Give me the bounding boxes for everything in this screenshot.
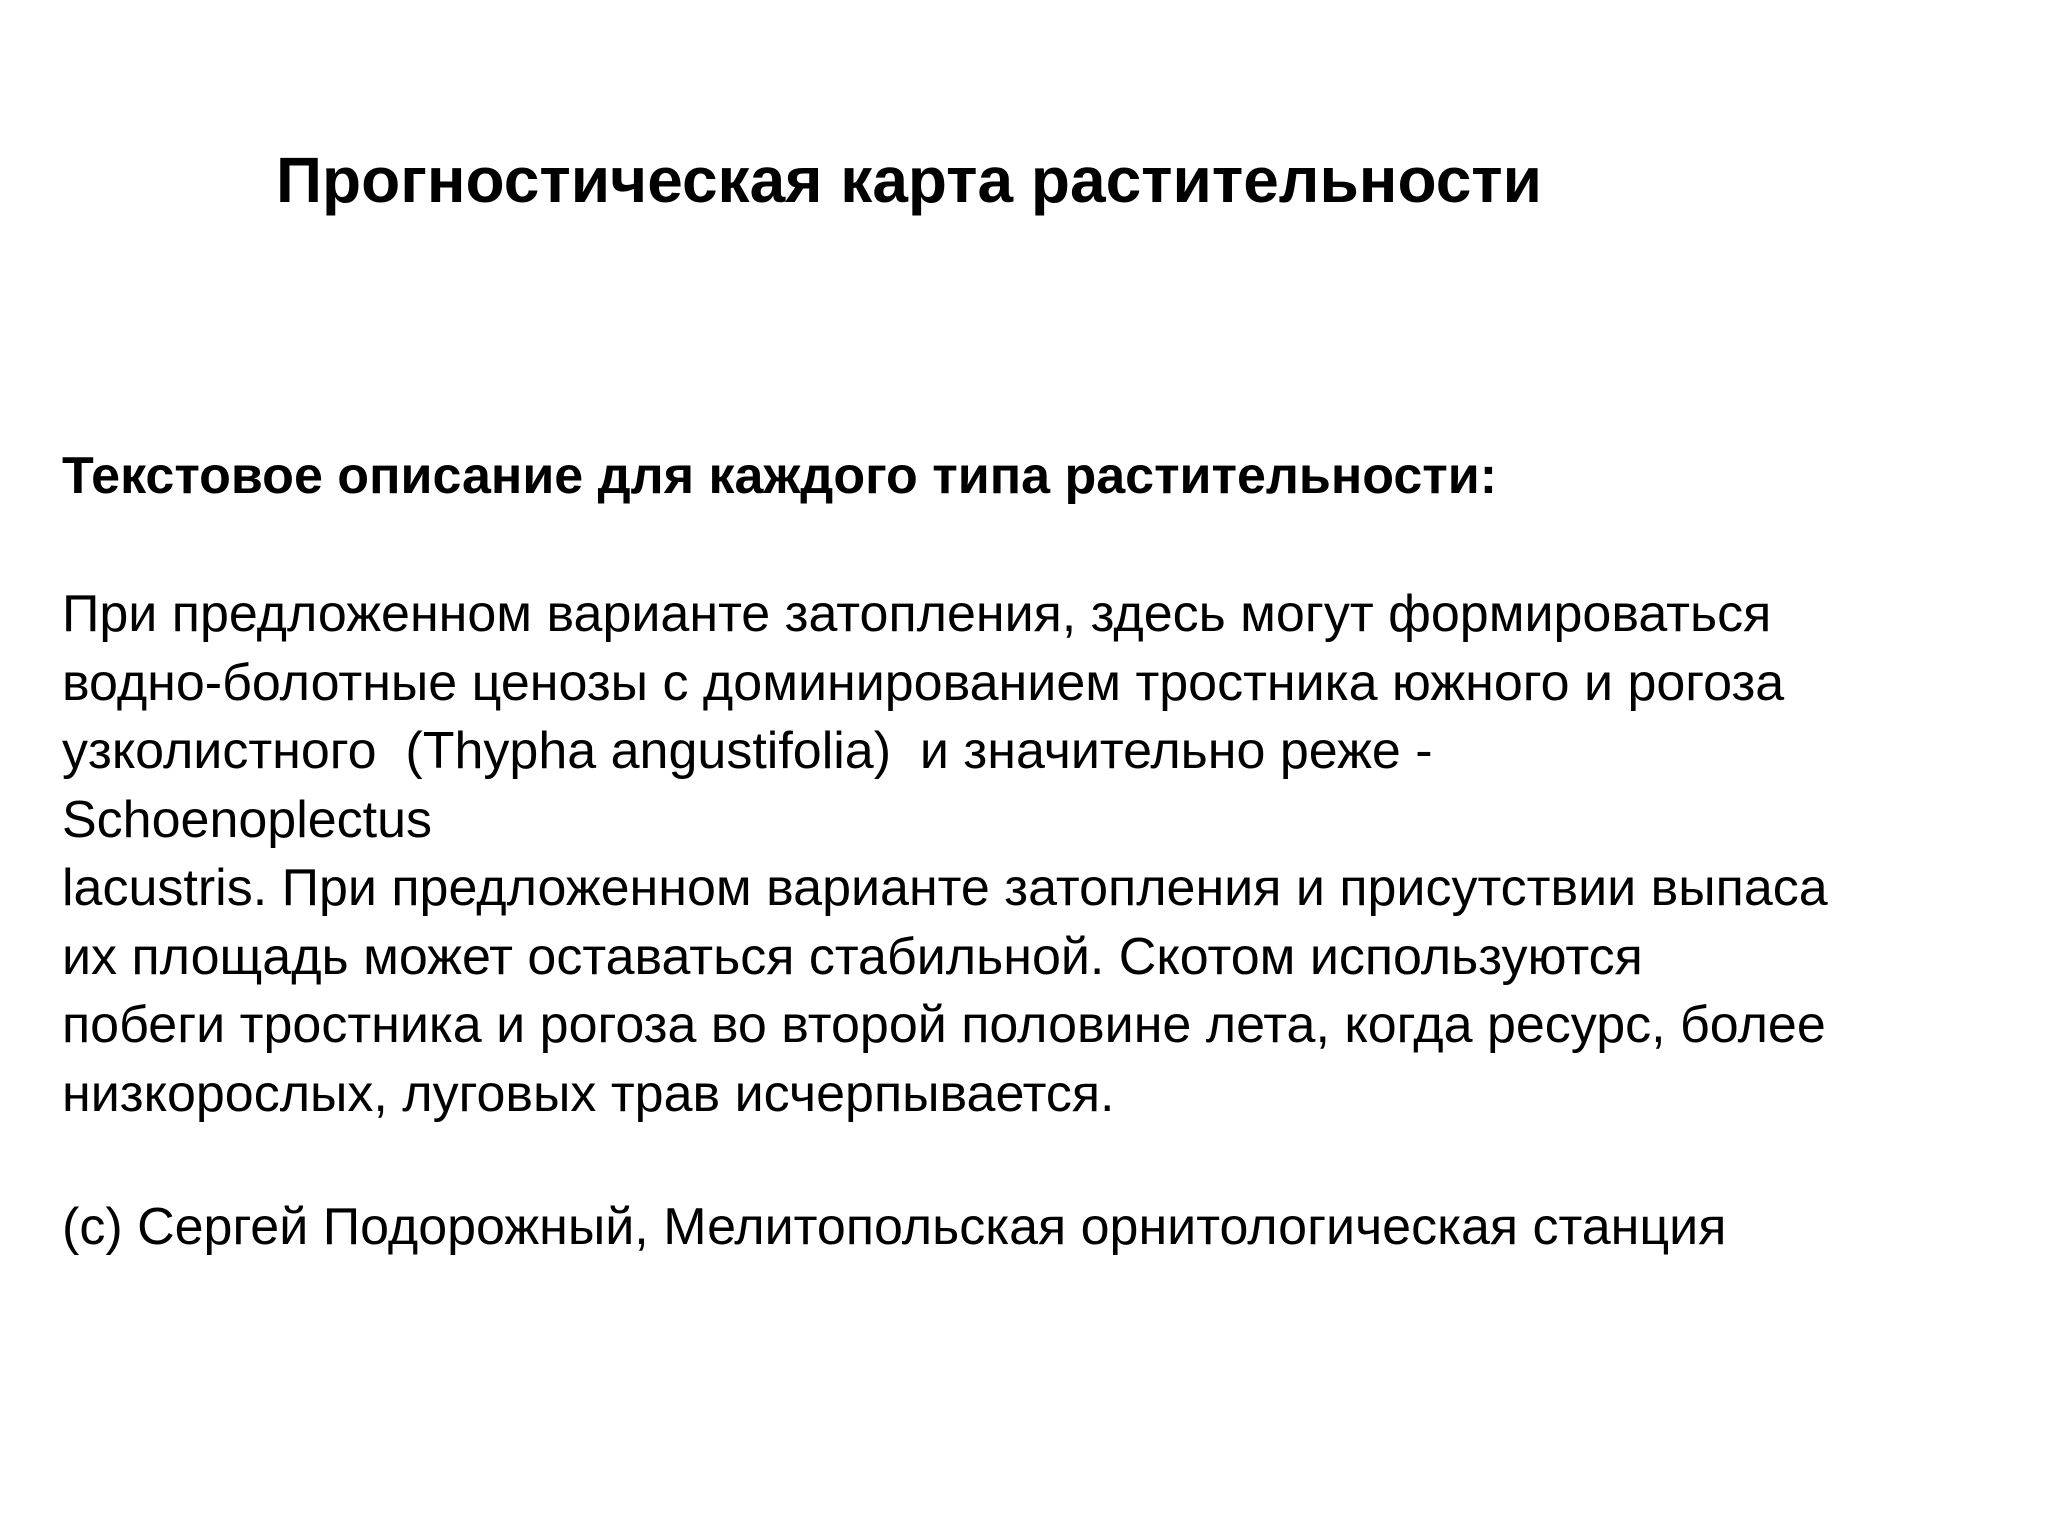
body-line: водно-болотные ценозы с доминированием тростника южного и рогоза [62, 653, 1785, 712]
section-heading: Текстовое описание для каждого типа растительности: [62, 447, 1498, 505]
body-line: узколистного (Thypha angustifolia) и значительно реже - [62, 722, 1433, 780]
body-line: При предложенном варианте затопления, здесь могут формироваться [62, 585, 1772, 643]
copyright-notice: (c) Сергей Подорожный, Мелитопольская орнитологическая станция [62, 1198, 1727, 1256]
body-paragraph [62, 580, 2022, 1128]
body-line: низкорослых, луговых трав исчерпывается. [62, 1064, 1115, 1123]
body-line: побеги тростника и рогоза во второй половине лета, когда ресурс, более [62, 996, 1826, 1054]
body-line: их площадь может оставаться стабильной. Скотом используются [62, 927, 1643, 986]
body-line: lacustris. При предложенном варианте затопления и присутствии выпаса [62, 859, 1828, 917]
slide-title: Прогностическая карта растительности [276, 144, 1542, 216]
body-line: Schoenoplectus [62, 790, 433, 849]
